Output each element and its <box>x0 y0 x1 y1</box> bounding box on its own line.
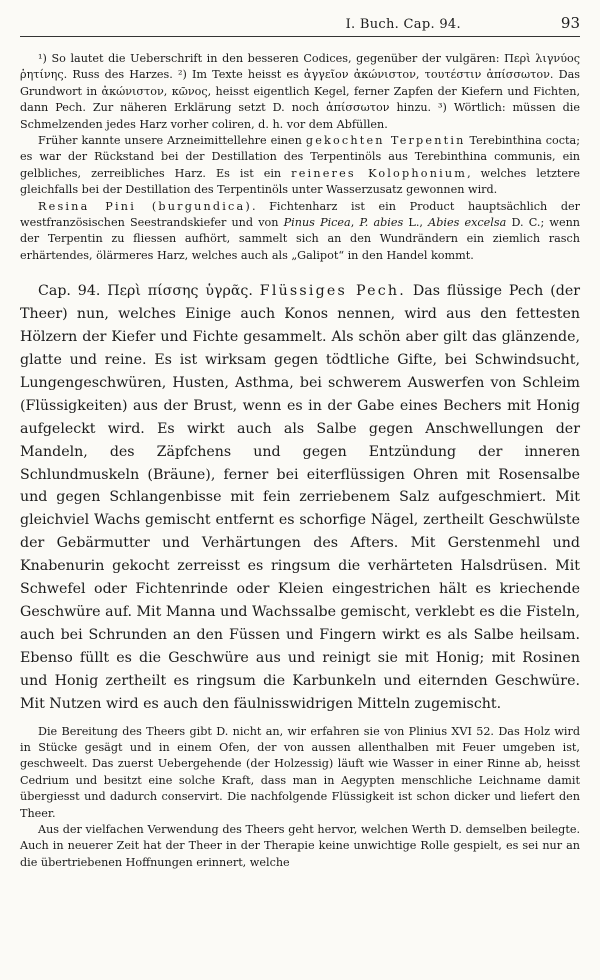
chapter-body: Das flüssige Pech (der Theer) nun, welches Einige auch Konos nennen, wird aus den fettesten Hölzern der Kiefer und Fichte gesammelt. Als schön aber gilt das glänzende, glatte und reine. Es ist wirksam gegen tödtliche Gifte, bei Schwindsucht, Lungengeschwüren, Husten, Asthma, bei schwerem Auswerfen von Schleim (Flüssigkeiten) aus der Brust, wenn es in der Gabe eines Bechers mit Honig aufgeleckt wird. Es wirkt auch als Salbe gegen Anschwellungen der Mandeln, des Zäpfchens und gegen Entzündung der inneren Schlundmuskeln (Bräune), ferner bei eiterflüssigen Ohren mit Rosensalbe und gegen Schlangenbisse mit fein zerriebenem Salz aufgeschmiert. Mit gleichviel Wachs gemischt entfernt es schorfige Nägel, zertheilt Geschwülste der Gebärmutter und Verhärtungen des Afters. Mit Gerstenmehl und Knabenurin gekocht zerreisst es ringsum die verhärteten Halsdrüsen. Mit Schwefel oder Fichtenrinde oder Kleien eingestrichen hält es kriechende Geschwüre auf. Mit Manna und Wachssalbe gemischt, verklebt es die Fisteln, auch bei Schrunden an den Füssen und Fingern wirkt es als Salbe heilsam. Ebenso füllt es die Geschwüre aus und reinigt sie mit Honig; mit Rosinen und Honig zertheilt es ringsum die Karbunkeln und eiternden Geschwüre. Mit Nutzen wird es auch den fäulnisswidrigen Mitteln zugemischt. <box>20 283 581 712</box>
footnotes <box>20 51 580 264</box>
chapter-title: Flüssiges Pech. <box>259 283 406 300</box>
commentary-paragraph-2: Aus der vielfachen Verwendung des Theers geht hervor, welchen Werth D. demselben beilegte. Auch in neuerer Zeit hat der Theer in der Therapie keine unwichtige Rolle gespielt, es sei nur an die übertriebenen Hoffnungen erinnert, welche <box>20 822 580 869</box>
footnote-terpentin <box>20 133 580 199</box>
running-title: I. Buch. Cap. 94. <box>345 17 461 32</box>
spaced-term: gekochten Terpentin <box>305 134 466 148</box>
footnote-resina <box>20 199 580 265</box>
species-name: P. abies <box>359 216 404 230</box>
text-run: D. C.; wenn der Terpentin zu fliessen aufhört, sammelt sich an den Wundrändern ein ziemlich rasch erhärtendes, ölärmeres Harz, welches auch als „Galipot“ in den Handel kommt. <box>20 216 581 262</box>
footnote-1-3: ¹) So lautet die Ueberschrift in den besseren Codices, gegenüber der vulgären: Περὶ λιγνύος ῥητίνης. Russ des Harzes. ²) Im Texte heisst es ἀγγεῖον ἀκώνιστον, τουτέστιν ἀπίσσωτον. Das Grundwort in ἀκώνιστον, κῶνος, heisst eigentlich Kegel, ferner Zapfen der Kiefern und Fichten, dann Pech. Zur näheren Erklärung setzt D. noch ἀπίσσωτον hinzu. ³) Wörtlich: müssen die Schmelzenden jedes Harz vorher coliren, d. h. vor dem Abfüllen. <box>20 52 580 131</box>
page-header <box>20 14 580 37</box>
text-run: L., <box>403 216 429 230</box>
chapter-paragraph <box>20 280 580 715</box>
text-run: . Fichtenharz ist ein Product hauptsächlich der westfranzösischen Seestrandskiefer und von <box>20 199 581 230</box>
text-run: Früher kannte unsere Arzneimittellehre einen <box>38 134 306 148</box>
species-name: Abies excelsa <box>428 216 507 230</box>
chapter-94 <box>20 280 580 715</box>
commentary-paragraph-1: Die Bereitung des Theers gibt D. nicht an, wir erfahren sie von Plinius XVI 52. Das Holz wird in Stücke gesägt und in einem Ofen, der von aussen allenthalben mit Feuer umgeben ist, geschweelt. Das zuerst Uebergehende (der Holzessig) läuft wie Wasser in einer Rinne ab, heisst Cedrium und besitzt eine solche Kraft, dass man in Aegypten menschliche Leichname damit übergiesst und dadurch conservirt. Die nachfolgende Flüssigkeit ist schon dicker und liefert den Theer. <box>20 724 580 820</box>
text-run: , <box>350 216 360 230</box>
species-name: Pinus Picea <box>283 216 351 230</box>
chapter-greek-title: Περὶ πίσσης ὑγρᾶς. <box>107 283 253 300</box>
text-run: Terebinthina cocta; es war der Rückstand bei der Destillation des Terpentinöls aus Terebinthina communis, ein gelbliches, zerreibliches Harz. Es ist ein <box>20 134 580 180</box>
book-page <box>20 14 580 871</box>
spaced-term: reineres Kolophonium <box>291 166 468 180</box>
commentary <box>20 724 580 872</box>
chapter-label: Cap. 94. <box>38 283 101 300</box>
page-number: 93 <box>560 14 580 32</box>
spaced-term: Resina Pini (burgundica) <box>38 199 252 213</box>
text-run: , welches letztere gleichfalls bei der Destillation des Terpentinöls unter Wasserzusatz gewonnen wird. <box>20 166 580 197</box>
